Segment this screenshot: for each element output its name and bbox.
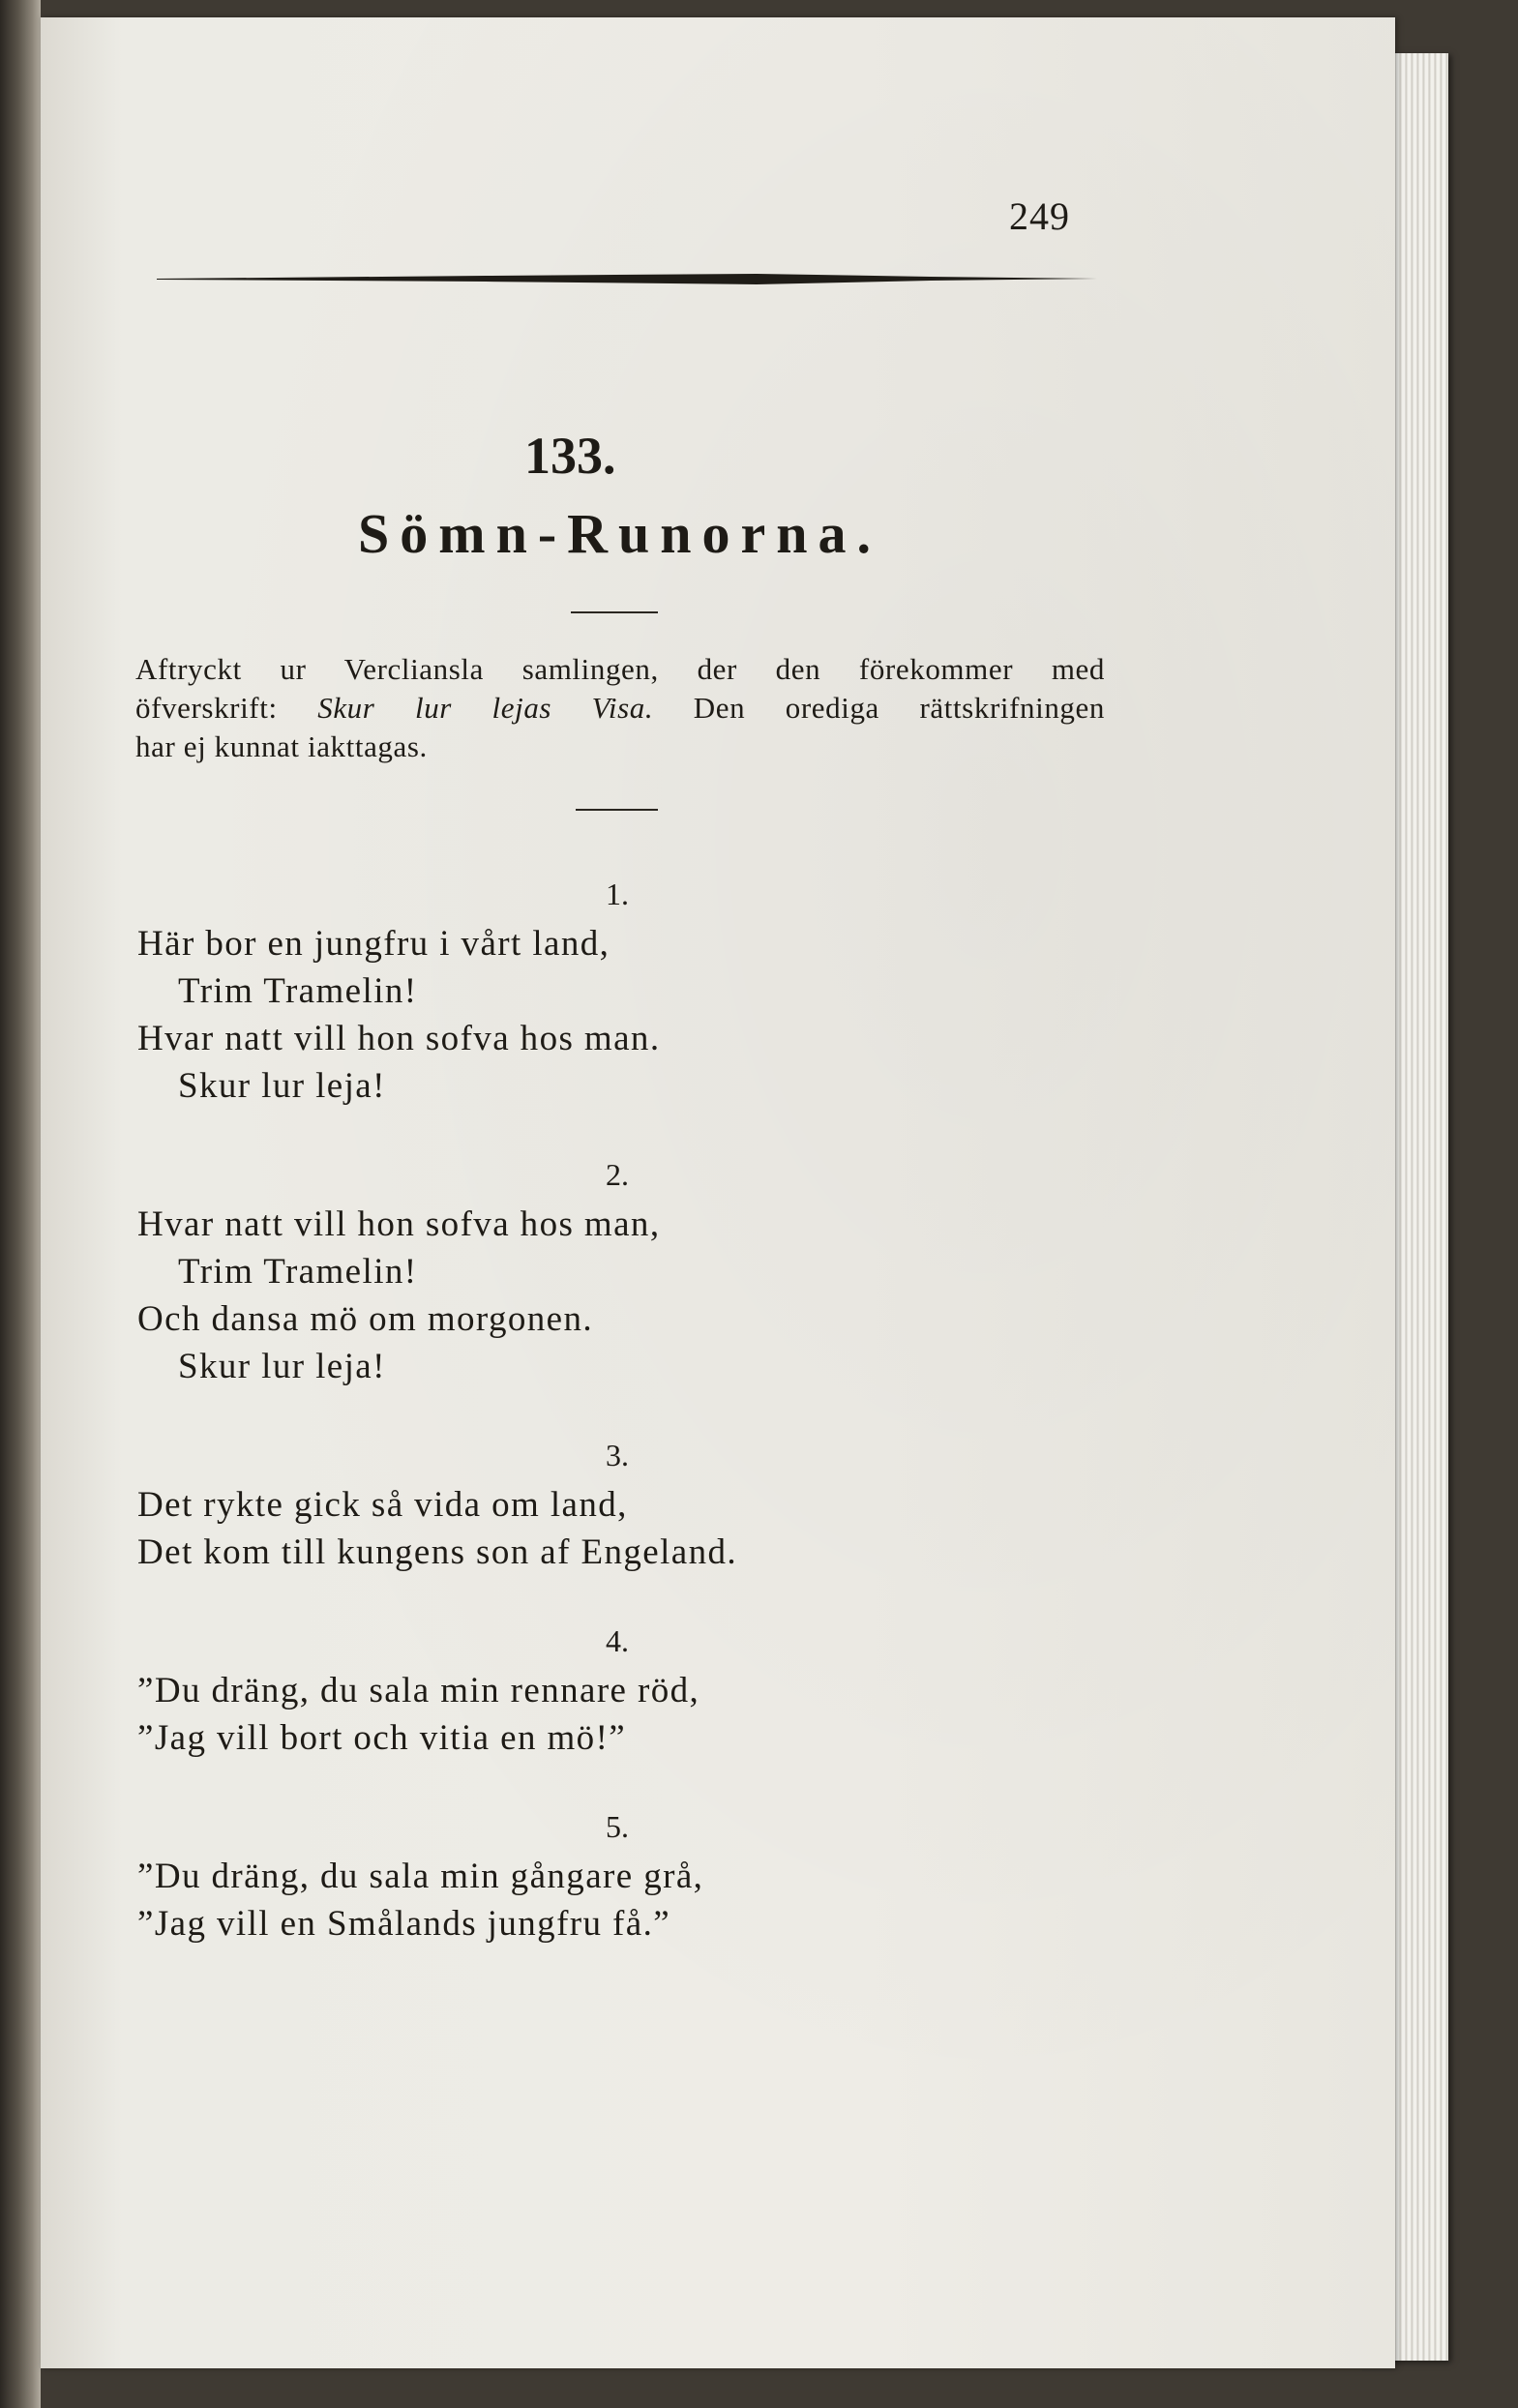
intro-line <box>135 689 1105 728</box>
verse-line: Det kom till kungens son af Engeland. <box>137 1532 738 1572</box>
verse-line: ”Jag vill bort och vitia en mö!” <box>137 1718 627 1758</box>
verse-line: Hvar natt vill hon sofva hos man, <box>137 1204 661 1244</box>
stanza-number: 3. <box>606 1438 629 1472</box>
intro-text: öfverskrift: <box>135 691 318 725</box>
stanza-number: 2. <box>606 1157 629 1192</box>
verse-line: Det rykte gick så vida om land, <box>137 1485 628 1525</box>
intro-italic-title: Skur lur lejas Visa. <box>317 691 654 725</box>
verse-line: ”Du dräng, du sala min rennare röd, <box>137 1671 700 1710</box>
intro-text: Den orediga rättskrifningen <box>653 691 1105 725</box>
verse-refrain: Skur lur leja! <box>178 1347 386 1386</box>
stanza-number: 5. <box>606 1809 629 1844</box>
verse-line: ”Du dräng, du sala min gångare grå, <box>137 1857 704 1896</box>
divider-rule <box>576 809 658 811</box>
stanza-number: 1. <box>606 877 629 911</box>
book-binding-edge <box>0 0 41 2408</box>
poem-title: Sömn-Runorna. <box>358 502 882 565</box>
verse-line: Här bor en jungfru i vårt land, <box>137 924 610 964</box>
verse-refrain: Trim Tramelin! <box>178 1252 418 1292</box>
stanza-number: 4. <box>606 1623 629 1658</box>
intro-line: Aftryckt ur Vercliansla samlingen, der den förekommer med <box>135 652 1105 686</box>
page-number: 249 <box>1009 194 1070 238</box>
header-rule <box>157 273 1097 286</box>
book-page <box>41 17 1395 2368</box>
verse-refrain: Trim Tramelin! <box>178 971 418 1011</box>
intro-line: har ej kunnat iakttagas. <box>135 729 428 763</box>
divider-rule <box>571 611 658 613</box>
verse-line: Hvar natt vill hon sofva hos man. <box>137 1019 661 1058</box>
poem-number: 133. <box>524 427 616 485</box>
verse-refrain: Skur lur leja! <box>178 1066 386 1106</box>
verse-line: ”Jag vill en Smålands jungfru få.” <box>137 1904 671 1944</box>
verse-line: Och dansa mö om morgonen. <box>137 1299 594 1339</box>
intro-note <box>135 650 1105 766</box>
